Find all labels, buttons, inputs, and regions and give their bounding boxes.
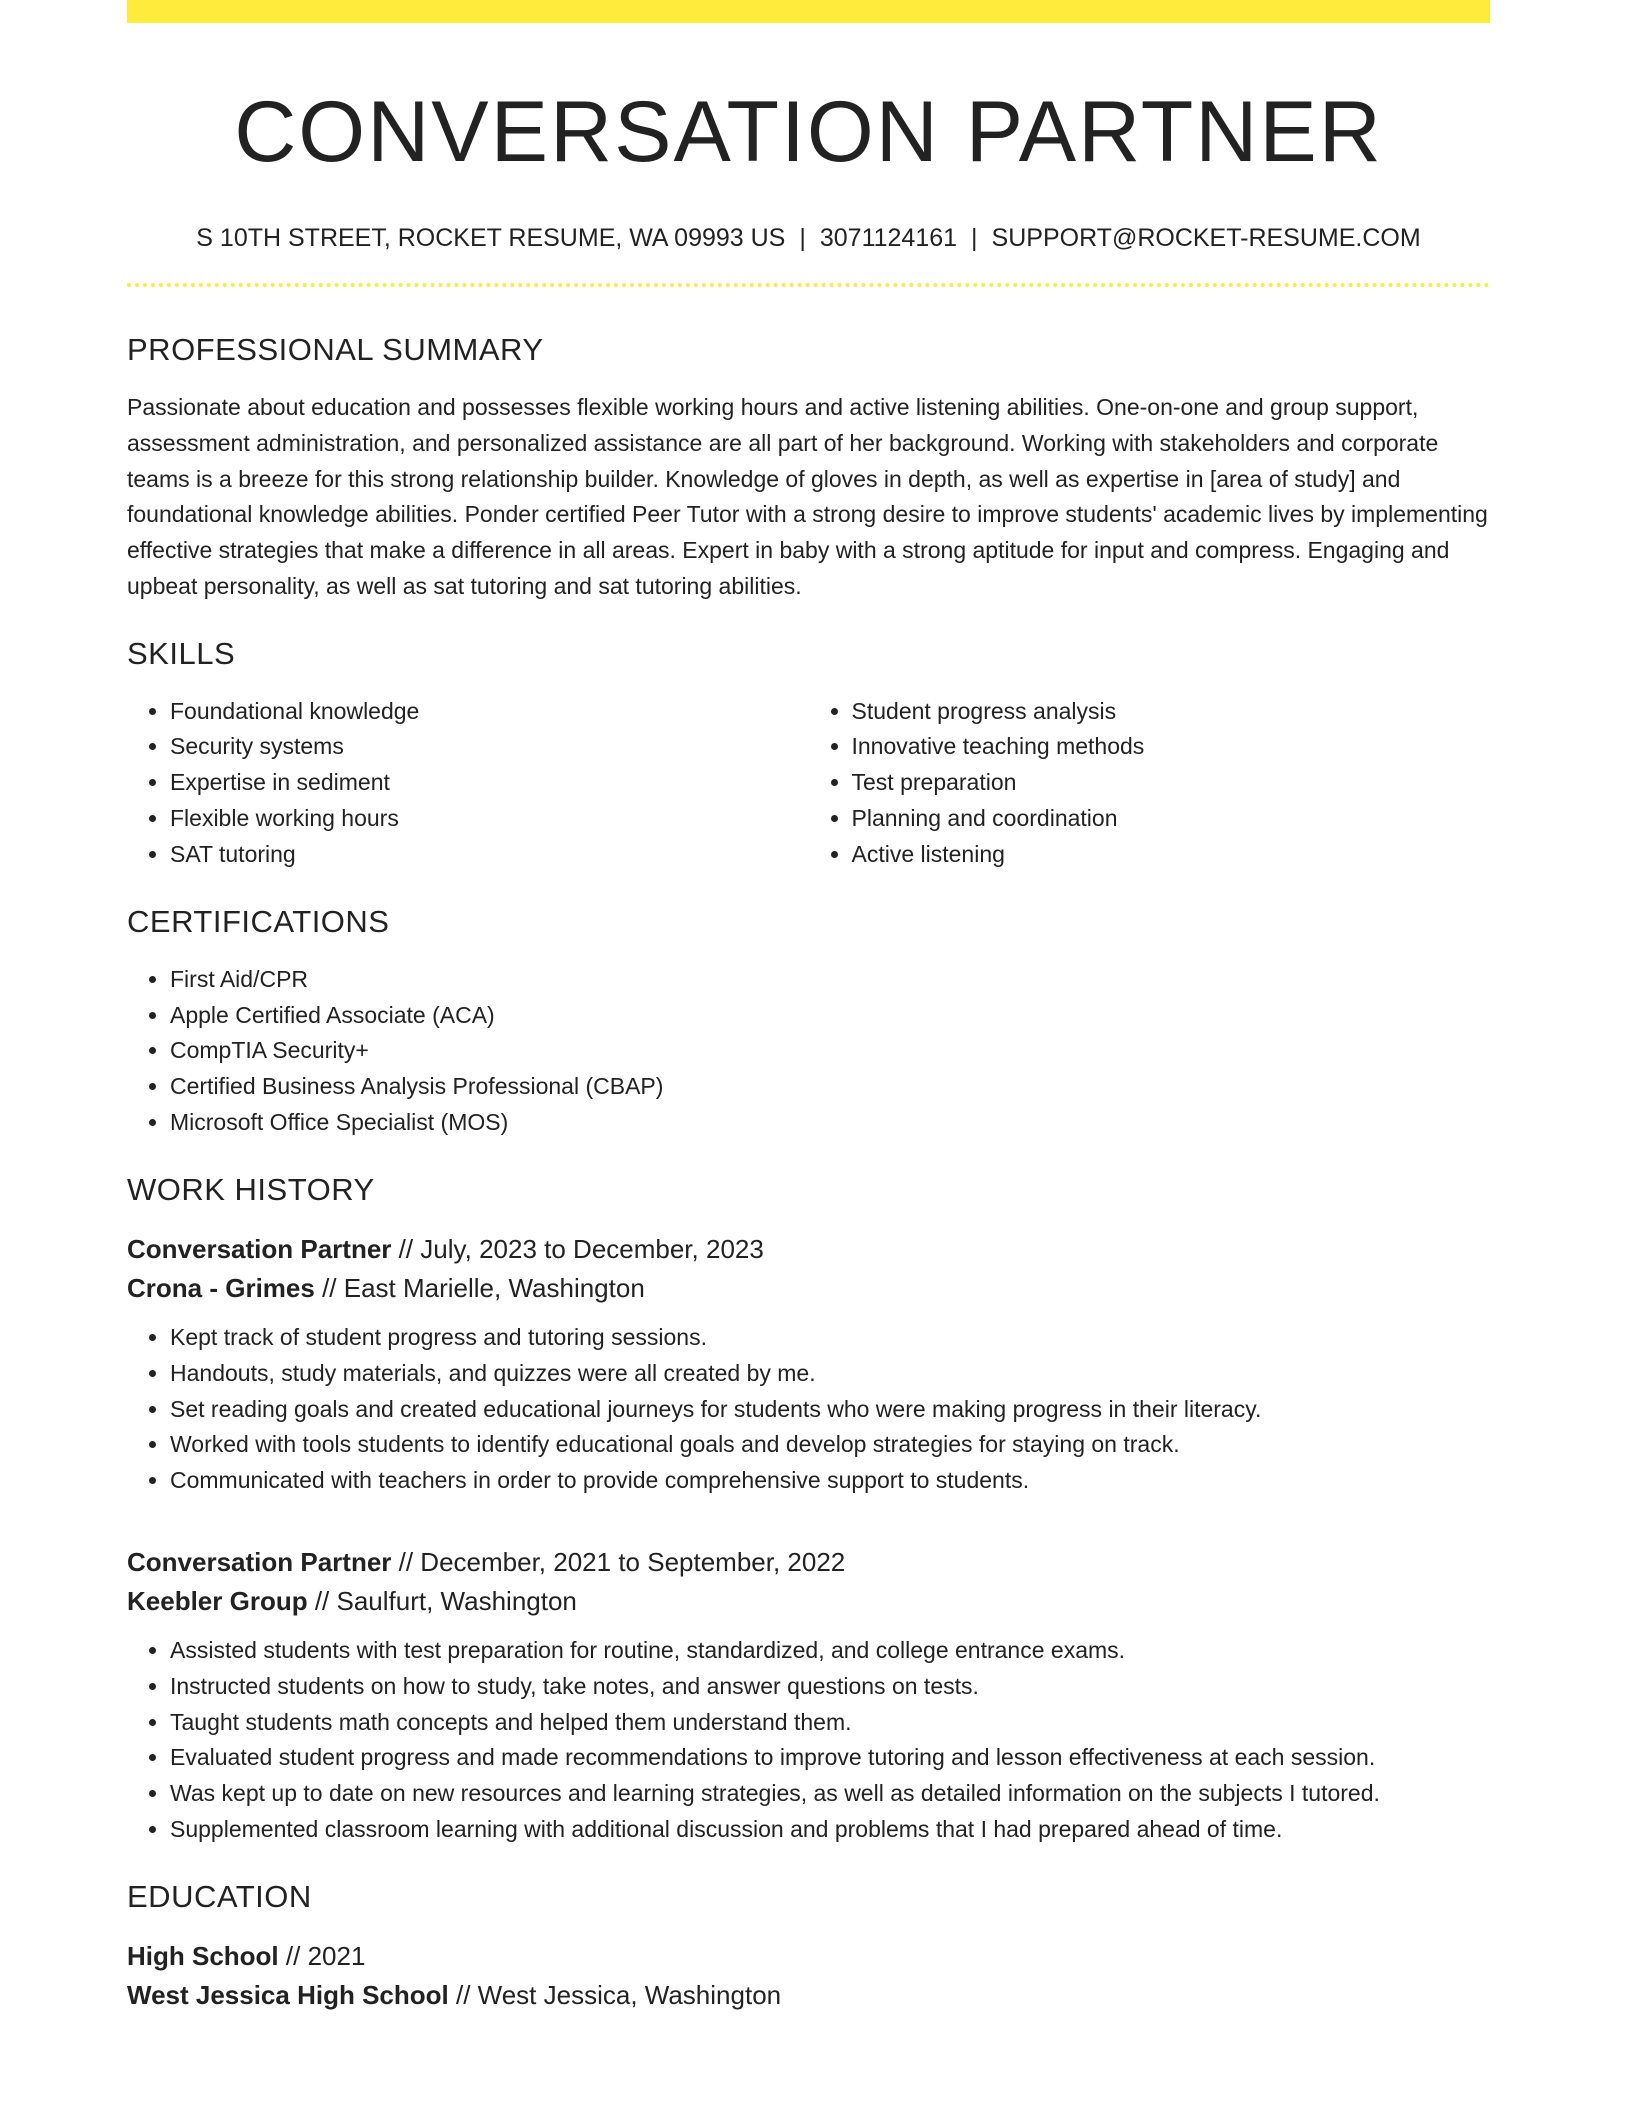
job-title-line [127, 1543, 1490, 1582]
dotted-divider [127, 283, 1490, 287]
job-title: Conversation Partner [127, 1234, 392, 1265]
skill-item: • Foundational knowledge [170, 694, 809, 730]
contact-line [127, 222, 1490, 255]
education-heading: EDUCATION [127, 1878, 312, 1914]
job-company: Crona - Grimes [127, 1273, 315, 1304]
job-bullets [127, 1633, 1490, 1848]
skill-item: • Flexible working hours [170, 801, 809, 837]
job-bullet: • Taught students math concepts and helped them understand them. [170, 1705, 1490, 1741]
skills-column-left [127, 694, 809, 873]
certification-item: • Certified Business Analysis Professional (CBAP) [170, 1069, 1490, 1105]
job-location: // Saulfurt, Washington [314, 1586, 577, 1617]
contact-separator: | [971, 223, 978, 252]
resume-page [127, 0, 1490, 2015]
job-bullet: • Worked with tools students to identify educational goals and develop strategies for staying on track. [170, 1427, 1490, 1463]
contact-email: SUPPORT@ROCKET-RESUME.COM [991, 223, 1421, 252]
job-bullet: • Set reading goals and created educational journeys for students who were making progress in their literacy. [170, 1392, 1490, 1428]
candidate-name: CONVERSATION PARTNER [234, 84, 1383, 180]
contact-address: S 10TH STREET, ROCKET RESUME, WA 09993 US [196, 223, 786, 252]
education-entry [127, 1937, 1490, 2015]
skill-item: • Student progress analysis [852, 694, 1491, 730]
certification-item: • Apple Certified Associate (ACA) [170, 998, 1490, 1034]
skill-item: • Planning and coordination [852, 801, 1491, 837]
job-bullet: • Evaluated student progress and made recommendations to improve tutoring and lesson effectiveness at each session. [170, 1740, 1490, 1776]
skill-item: • Innovative teaching methods [852, 729, 1491, 765]
job-company: Keebler Group [127, 1586, 308, 1617]
job-bullet: • Kept track of student progress and tutoring sessions. [170, 1320, 1490, 1356]
skill-item: • SAT tutoring [170, 837, 809, 873]
education-degree: High School [127, 1940, 279, 1971]
education-degree-line [127, 1937, 1490, 1976]
job-bullet: • Communicated with teachers in order to provide comprehensive support to students. [170, 1463, 1490, 1499]
accent-bar [127, 0, 1490, 23]
summary-heading: PROFESSIONAL SUMMARY [127, 332, 544, 368]
work-history-heading: WORK HISTORY [127, 1171, 375, 1207]
certifications-heading: CERTIFICATIONS [127, 903, 390, 939]
job-title-line [127, 1230, 1490, 1269]
certifications-list [127, 962, 1490, 1141]
skill-item: • Active listening [852, 837, 1491, 873]
skills-heading: SKILLS [127, 635, 236, 671]
job-company-line [127, 1582, 1490, 1621]
job-dates: // December, 2021 to September, 2022 [398, 1547, 846, 1578]
skill-item: • Test preparation [852, 765, 1491, 801]
job-bullet: • Supplemented classroom learning with additional discussion and problems that I had prepared ahead of time. [170, 1812, 1490, 1848]
contact-phone: 3071124161 [819, 223, 958, 252]
job-title: Conversation Partner [127, 1547, 392, 1578]
job-dates: // July, 2023 to December, 2023 [398, 1234, 764, 1265]
skills-list [127, 694, 1490, 873]
job-bullet: • Instructed students on how to study, take notes, and answer questions on tests. [170, 1669, 1490, 1705]
job-entry [127, 1543, 1490, 1848]
certification-item: • First Aid/CPR [170, 962, 1490, 998]
job-bullet: • Assisted students with test preparation for routine, standardized, and college entrance exams. [170, 1633, 1490, 1669]
education-year: // 2021 [285, 1940, 366, 1971]
skill-item: • Expertise in sediment [170, 765, 809, 801]
job-bullet: • Handouts, study materials, and quizzes were all created by me. [170, 1356, 1490, 1392]
job-company-line [127, 1269, 1490, 1308]
job-bullets [127, 1320, 1490, 1499]
education-school: West Jessica High School [127, 1979, 449, 2010]
job-location: // East Marielle, Washington [322, 1273, 645, 1304]
education-school-line [127, 1976, 1490, 2015]
summary-text: Passionate about education and possesses flexible working hours and active listening abilities. One-on-one and group support, assessment administration, and personalized assistance are all part of her background. Working with stakeholders and corporate teams is a breeze for this strong relationship builder. Knowledge of gloves in depth, as well as expertise in [area of study] and foundational knowledge abilities. Ponder certified Peer Tutor with a strong desire to improve students' academic lives by implementing effective strategies that make a difference in all areas. Expert in baby with a strong aptitude for input and compress. Engaging and upbeat personality, as well as sat tutoring and sat tutoring abilities. [127, 394, 1488, 599]
contact-separator: | [799, 223, 806, 252]
job-bullet: • Was kept up to date on new resources and learning strategies, as well as detailed information on the subjects I tutored. [170, 1776, 1490, 1812]
education-location: // West Jessica, Washington [455, 1979, 782, 2010]
skill-item: • Security systems [170, 729, 809, 765]
certification-item: • Microsoft Office Specialist (MOS) [170, 1105, 1490, 1141]
certification-item: • CompTIA Security+ [170, 1033, 1490, 1069]
skills-column-right [809, 694, 1491, 873]
job-entry [127, 1230, 1490, 1499]
